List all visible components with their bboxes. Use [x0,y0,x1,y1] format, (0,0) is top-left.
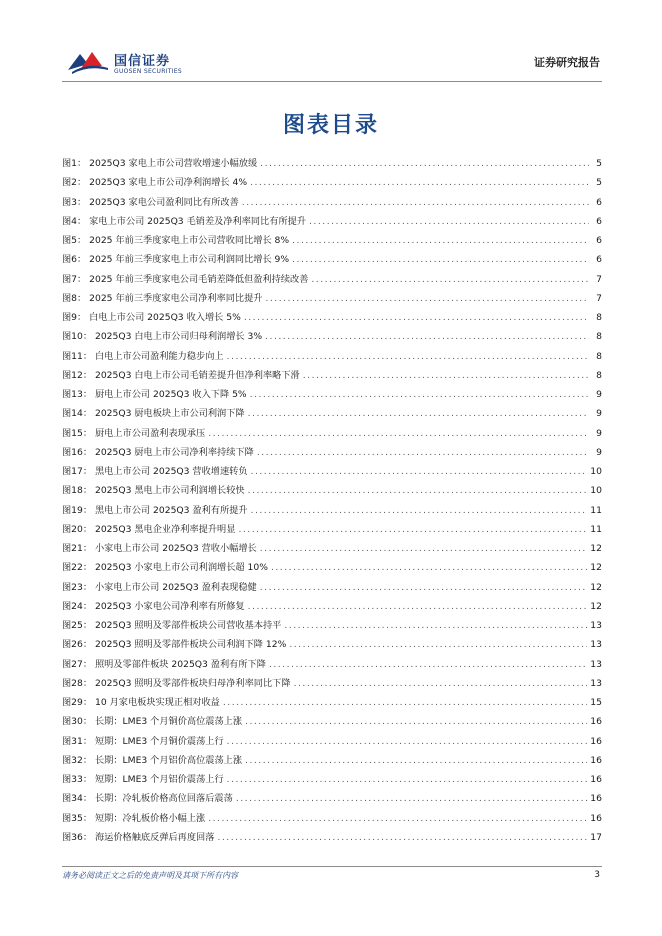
toc-entry-label: 图13： 厨电上市公司 2025Q3 收入下降 5% [62,389,247,400]
toc-entry[interactable] [62,829,602,848]
toc-entry[interactable] [62,482,602,501]
toc-entry-page: 9 [596,427,602,439]
toc-entry[interactable] [62,405,602,424]
toc-entry-label: 图12： 2025Q3 白电上市公司毛销差提升但净利率略下滑 [62,369,300,381]
guosen-logo [62,44,192,80]
toc-leader-dots [260,582,588,593]
page-title: 图表目录 [282,113,379,138]
report-type-label: 证券研究报告 [534,56,600,69]
toc-leader-dots [292,254,589,265]
toc-entry-label: 图28： 2025Q3 照明及零部件板块归母净利率同比下降 [62,677,291,689]
toc-entry[interactable] [62,367,602,386]
toc-entry-page: 10 [590,466,602,477]
toc-entry-page: 17 [590,831,602,843]
toc-leader-dots [269,659,587,670]
toc-entry-page: 8 [596,312,602,323]
toc-entry-page: 6 [596,215,602,227]
toc-leader-dots [250,177,589,188]
toc-entry-label: 图30： 长期：LME3 个月铜价高位震荡上涨 [62,716,243,728]
toc-leader-dots [260,158,589,169]
toc-entry[interactable] [62,463,602,482]
toc-entry-label: 图22： 2025Q3 小家电上市公司利润增长超 10% [62,562,268,574]
toc-leader-dots [248,408,589,419]
toc-entry-page: 13 [590,639,602,651]
toc-leader-dots [208,813,587,824]
toc-entry-label: 图4： 家电上市公司 2025Q3 毛销差及净利率同比有所提升 [62,215,307,227]
toc-entry-label: 图23： 小家电上市公司 2025Q3 盈利表现稳健 [62,581,257,593]
toc-leader-dots [289,639,587,650]
toc-leader-dots [238,524,587,535]
toc-entry-label: 图31： 短期：LME3 个月铜价震荡上行 [62,735,224,747]
toc-entry-label: 图3： 2025Q3 家电公司盈利同比有所改善 [62,196,239,208]
toc-entry-label: 图8： 2025 年前三季度家电公司净利率同比提升 [62,292,263,304]
toc-entry-label: 图16： 2025Q3 厨电上市公司净利率持续下降 [62,446,254,458]
toc-entry[interactable] [62,213,602,232]
toc-leader-dots [250,389,589,400]
footer-divider [62,866,602,867]
toc-leader-dots [245,755,587,766]
toc-entry[interactable] [62,617,602,636]
toc-entry-page: 12 [590,562,602,574]
toc-entry[interactable] [62,713,602,732]
toc-entry-page: 13 [590,620,602,631]
toc-entry-label: 图5： 2025 年前三季度家电上市公司营收同比增长 8% [62,235,290,246]
toc-entry-label: 图27： 照明及零部件板块 2025Q3 盈利有所下降 [62,658,266,670]
toc-leader-dots [271,562,587,573]
toc-entry-label: 图36： 海运价格触底反弹后再度回落 [62,831,215,843]
toc-entry-label: 图29： 10 月家电板块实现正相对收益 [62,697,220,708]
toc-leader-dots [265,331,589,342]
toc-entry-page: 6 [596,254,602,266]
toc-entry-label: 图7： 2025 年前三季度家电公司毛销差降低但盈利持续改善 [62,273,309,285]
toc-entry[interactable] [62,348,602,367]
toc-entry-page: 11 [590,504,602,516]
toc-entry-page: 9 [596,389,602,400]
toc-entry[interactable] [62,771,602,790]
toc-entry[interactable] [62,790,602,809]
toc-entry[interactable] [62,271,602,290]
toc-entry-label: 图21： 小家电上市公司 2025Q3 营收小幅增长 [62,543,257,554]
toc-entry[interactable] [62,309,602,328]
footer-disclaimer: 请务必阅读正文之后的免责声明及其项下所有内容 [62,871,238,880]
page-number: 3 [594,870,600,880]
toc-entry[interactable] [62,425,602,444]
toc-entry-label: 图17： 黑电上市公司 2025Q3 营收增速转负 [62,466,248,477]
toc-leader-dots [236,793,587,804]
toc-entry-page: 16 [590,735,602,747]
toc-entry[interactable] [62,636,602,655]
toc-entry-page: 12 [590,543,602,554]
toc-entry[interactable] [62,502,602,521]
toc-leader-dots [248,601,588,612]
toc-leader-dots [265,293,589,304]
toc-leader-dots [303,370,589,381]
toc-entry[interactable] [62,559,602,578]
toc-entry-page: 15 [590,697,602,708]
toc-entry-label: 图10： 2025Q3 白电上市公司归母利润增长 3% [62,331,263,343]
toc-entry-page: 11 [590,523,602,535]
toc-entry-label: 图34： 长期：冷轧板价格高位回落后震荡 [62,793,233,805]
toc-leader-dots [242,197,589,208]
toc-leader-dots [223,697,587,708]
toc-entry-page: 10 [590,485,602,497]
toc-entry[interactable] [62,733,602,752]
toc-entry-page: 6 [596,196,602,208]
toc-entry-page: 16 [590,716,602,728]
toc-entry[interactable] [62,656,602,675]
toc-entry-label: 图33： 短期：LME3 个月铝价震荡上行 [62,774,224,785]
toc-entry-label: 图18： 2025Q3 黑电上市公司利润增长较快 [62,485,245,497]
toc-entry[interactable] [62,540,602,559]
toc-entry[interactable] [62,155,602,174]
toc-leader-dots [284,620,587,631]
toc-leader-dots [208,428,589,439]
toc-leader-dots [309,216,589,227]
toc-entry[interactable] [62,752,602,771]
toc-leader-dots [217,832,587,843]
toc-entry[interactable] [62,444,602,463]
toc-entry-label: 图24： 2025Q3 小家电公司净利率有所修复 [62,600,245,612]
toc-entry-page: 9 [596,408,602,420]
toc-leader-dots [248,485,588,496]
toc-entry[interactable] [62,675,602,694]
toc-leader-dots [311,274,589,285]
toc-leader-dots [227,736,588,747]
guosen-logo-icon [66,50,110,76]
toc-entry-label: 图11： 白电上市公司盈利能力稳步向上 [62,350,224,362]
toc-leader-dots [260,543,588,554]
toc-entry-page: 16 [590,812,602,824]
toc-entry-page: 7 [596,292,602,304]
toc-entry-label: 图15： 厨电上市公司盈利表现承压 [62,427,206,439]
toc-leader-dots [244,312,589,323]
toc-entry-label: 图19： 黑电上市公司 2025Q3 盈利有所提升 [62,504,248,516]
toc-entry-page: 6 [596,235,602,246]
toc-entry-label: 图35： 短期：冷轧板价格小幅上涨 [62,812,206,824]
toc-entry-page: 5 [596,158,602,169]
toc-leader-dots [227,351,589,362]
toc-leader-dots [251,505,588,516]
toc-entry-label: 图14： 2025Q3 厨电板块上市公司利润下降 [62,408,245,420]
toc-entry-label: 图1： 2025Q3 家电上市公司营收增速小幅放缓 [62,158,258,169]
toc-entry-page: 8 [596,350,602,362]
toc-entry-page: 12 [590,581,602,593]
toc-entry-page: 8 [596,369,602,381]
toc-entry[interactable] [62,579,602,598]
figure-index-list [62,155,602,848]
header-divider [62,81,602,82]
page-header [62,42,602,82]
toc-entry-label: 图9： 白电上市公司 2025Q3 收入增长 5% [62,312,241,323]
toc-entry-page: 5 [596,177,602,189]
toc-leader-dots [245,716,587,727]
company-name-en: GUOSEN SECURITIES [114,68,183,75]
toc-leader-dots [227,774,588,785]
toc-entry[interactable] [62,694,602,713]
toc-entry[interactable] [62,290,602,309]
toc-entry[interactable] [62,328,602,347]
toc-entry[interactable] [62,232,602,251]
toc-entry-page: 9 [596,446,602,458]
toc-leader-dots [257,447,589,458]
toc-entry-page: 13 [590,658,602,670]
toc-entry-page: 8 [596,331,602,343]
toc-entry-page: 16 [590,793,602,805]
toc-entry-page: 13 [590,677,602,689]
toc-entry[interactable] [62,598,602,617]
toc-entry[interactable] [62,810,602,829]
toc-entry-page: 12 [590,600,602,612]
toc-entry[interactable] [62,174,602,193]
toc-entry-page: 16 [590,754,602,766]
toc-entry-label: 图6： 2025 年前三季度家电上市公司利润同比增长 9% [62,254,290,266]
toc-entry[interactable] [62,251,602,270]
toc-entry-label: 图26： 2025Q3 照明及零部件板块公司利润下降 12% [62,639,287,651]
toc-entry[interactable] [62,194,602,213]
toc-entry-label: 图2： 2025Q3 家电上市公司净利润增长 4% [62,177,248,189]
toc-entry-label: 图32： 长期：LME3 个月铝价高位震荡上涨 [62,754,243,766]
toc-entry-label: 图25： 2025Q3 照明及零部件板块公司营收基本持平 [62,620,282,631]
toc-entry-page: 7 [596,273,602,285]
toc-entry-page: 16 [590,774,602,785]
company-name-cn: 国信证券 [114,54,171,69]
toc-entry[interactable] [62,386,602,405]
toc-entry[interactable] [62,521,602,540]
toc-entry-label: 图20： 2025Q3 黑电企业净利率提升明显 [62,523,236,535]
toc-leader-dots [294,678,588,689]
toc-leader-dots [251,466,588,477]
toc-leader-dots [292,235,589,246]
